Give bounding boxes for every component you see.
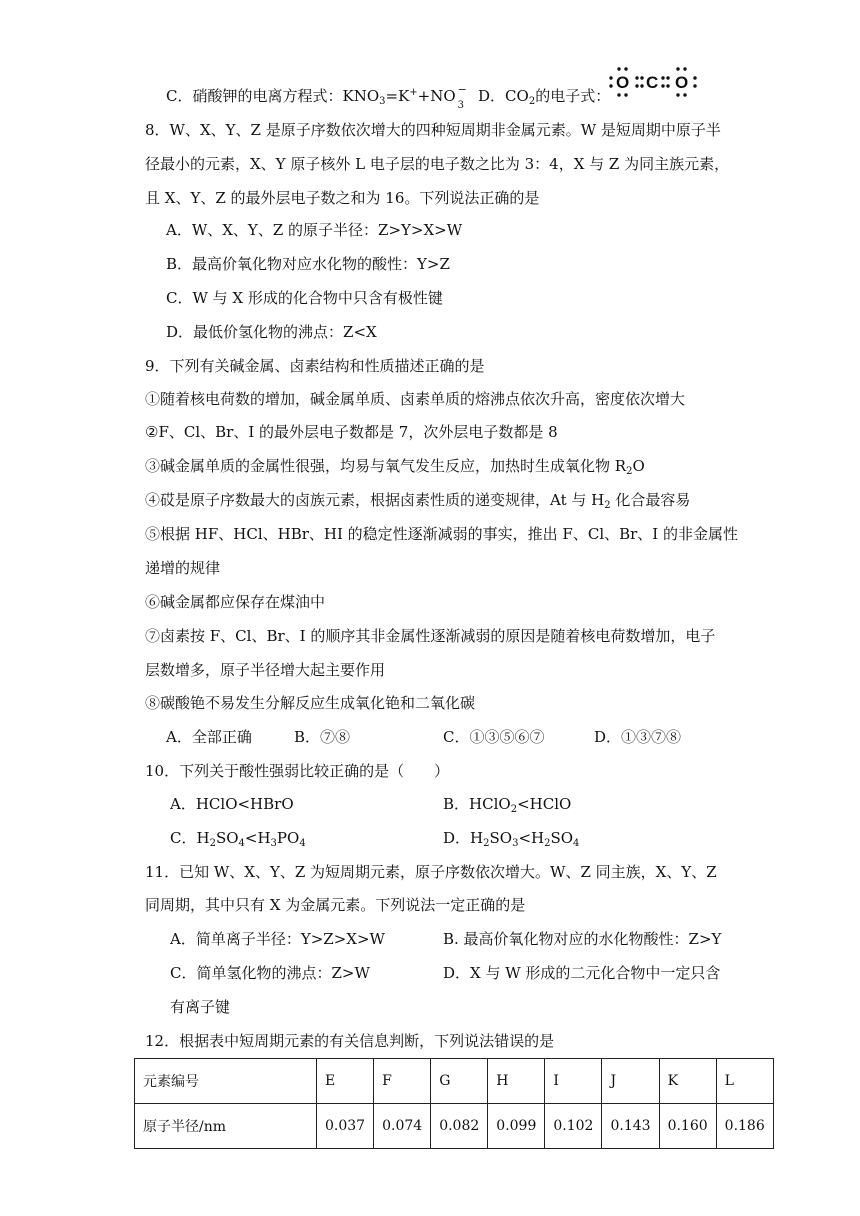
co2-electron-formula — [604, 64, 700, 100]
q9-statement-2: ②F、Cl、Br、I 的最外层电子数都是 7，次外层电子数都是 8 — [145, 423, 558, 441]
table-cell: K — [659, 1059, 716, 1104]
q10-d-3: SO — [489, 829, 513, 847]
table-cell: E — [317, 1059, 374, 1104]
q11-option-c[interactable]: C．简单氢化物的沸点：Z>W — [170, 964, 370, 982]
q8-option-c[interactable]: C．W 与 X 形成的化合物中只含有极性键 — [166, 289, 443, 307]
q10-option-a[interactable]: A．HClO<HBrO — [170, 795, 294, 813]
q10-c-sub-1: 2 — [209, 838, 216, 849]
q9-option-b[interactable]: B．⑦⑧ — [294, 728, 351, 746]
q9-statement-7-line-1: ⑦卤素按 F、Cl、Br、I 的顺序其非金属性逐渐减弱的原因是随着核电荷数增加，电子 — [145, 627, 716, 645]
q7c-eq: =K — [385, 87, 410, 105]
q7c-ion-sup: − — [457, 83, 467, 96]
q10-d-1: D．H — [443, 829, 484, 847]
q10-c-sub-2: 4 — [238, 838, 245, 849]
q10-b-3: <HClO — [517, 795, 572, 813]
q10-d-sub-1: 2 — [483, 838, 490, 849]
q10-option-b[interactable] — [443, 794, 571, 814]
svg-text:O: O — [675, 73, 689, 92]
q7d-rest: 的电子式： — [535, 87, 611, 105]
q11-option-b[interactable]: B. 最高价氧化物对应的水化物酸性：Z>Y — [443, 930, 722, 948]
q7-option-d — [478, 86, 610, 106]
q9-statement-8: ⑧碳酸铯不易发生分解反应生成氧化铯和二氧化碳 — [145, 694, 476, 712]
q10-c-7: PO — [276, 829, 300, 847]
q7c-label: C．硝酸钾的电离方程式： — [166, 87, 343, 105]
q9-option-c[interactable]: C．①③⑤⑥⑦ — [443, 728, 545, 746]
element-radius-table — [134, 1058, 774, 1149]
q9-s3-tail: O — [632, 457, 645, 475]
q9-s4-sub: 2 — [604, 500, 611, 511]
q8-stem-line-1: 8．W、X、Y、Z 是原子序数依次增大的四种短周期非金属元素。W 是短周期中原子半 — [145, 121, 721, 139]
table-cell: G — [431, 1059, 488, 1104]
q9-statement-4 — [145, 490, 690, 510]
table-row-element-ids — [135, 1059, 774, 1104]
table-cell: H — [488, 1059, 545, 1104]
q10-c-3: SO — [215, 829, 239, 847]
q10-d-sub-4: 4 — [573, 838, 580, 849]
table-cell: 0.074 — [374, 1104, 431, 1149]
q8-stem-line-2: 径最小的元素，X、Y 原子核外 L 电子层的电子数之比为 3：4，X 与 Z 为同主族元素， — [145, 155, 730, 173]
q9-statement-5-line-2: 递增的规律 — [145, 559, 221, 577]
q10-b-1: B．HClO — [443, 795, 511, 813]
q10-c-sub-3: 3 — [270, 838, 277, 849]
svg-text:O: O — [616, 73, 630, 92]
q8-option-a[interactable]: A．W、X、Y、Z 的原子半径：Z>Y>X>W — [166, 221, 463, 239]
q7c-formula-part: KNO — [342, 87, 380, 105]
q9-statement-6: ⑥碱金属都应保存在煤油中 — [145, 593, 326, 611]
q10-option-d[interactable] — [443, 828, 579, 848]
q11-option-d-line-1[interactable]: D．X 与 W 形成的二元化合物中一定只含 — [443, 964, 721, 982]
q7c-plus: + — [409, 87, 418, 98]
table-cell: 0.143 — [602, 1104, 659, 1149]
q7d-label: D．CO — [478, 87, 529, 105]
q9-s4-text: ④砹是原子序数最大的卤族元素，根据卤素性质的递变规律，At 与 H — [145, 491, 605, 509]
q7d-sub: 2 — [528, 96, 536, 107]
q8-option-d[interactable]: D．最低价氢化物的沸点：Z<X — [166, 323, 377, 341]
q11-stem-line-1: 11．已知 W、X、Y、Z 为短周期元素，原子序数依次增大。W、Z 同主族，X、Y、Z — [145, 863, 717, 881]
q10-d-sub-2: 3 — [512, 838, 519, 849]
q7c-ion-charge — [456, 83, 468, 111]
q10-b-sub: 2 — [510, 804, 518, 815]
table-cell: J — [602, 1059, 659, 1104]
table-cell: 0.186 — [716, 1104, 773, 1149]
q9-s3-text: ③碱金属单质的金属性很强，均易与氧气发生反应，加热时生成氧化物 R — [145, 457, 627, 475]
table-row-radius — [135, 1104, 774, 1149]
q11-option-a[interactable]: A．简单离子半径：Y>Z>X>W — [170, 930, 385, 948]
table-cell: 0.037 — [317, 1104, 374, 1149]
q11-option-d-line-2: 有离子键 — [170, 998, 231, 1016]
table-header-element-id: 元素编号 — [135, 1059, 317, 1104]
q10-option-c[interactable] — [170, 828, 306, 848]
q9-s3-sub: 2 — [626, 466, 633, 477]
q9-statement-7-line-2: 层数增多，原子半径增大起主要作用 — [145, 661, 386, 679]
q8-stem-line-3: 且 X、Y、Z 的最外层电子数之和为 16。下列说法正确的是 — [145, 189, 540, 207]
q11-stem-line-2: 同周期，其中只有 X 为金属元素。下列说法一定正确的是 — [145, 896, 526, 914]
table-cell: 0.102 — [545, 1104, 602, 1149]
q10-c-1: C．H — [170, 829, 210, 847]
table-cell: I — [545, 1059, 602, 1104]
q12-stem: 12．根据表中短周期元素的有关信息判断，下列说法错误的是 — [145, 1032, 555, 1050]
q9-statement-5-line-1: ⑤根据 HF、HCl、HBr、HI 的稳定性逐渐减弱的事实，推出 F、Cl、Br、I 的非金属性 — [145, 525, 739, 543]
q10-d-7: SO — [550, 829, 574, 847]
q10-c-sub-4: 4 — [299, 838, 306, 849]
table-cell: 0.160 — [659, 1104, 716, 1149]
q7c-tail: +NO — [417, 87, 456, 105]
q9-s4-tail: 化合最容易 — [610, 491, 691, 509]
q8-option-b[interactable]: B．最高价氧化物对应水化物的酸性：Y>Z — [166, 255, 450, 273]
q10-d-sub-3: 2 — [544, 838, 551, 849]
q9-statement-1: ①随着核电荷数的增加，碱金属单质、卤素单质的熔沸点依次升高，密度依次增大 — [145, 390, 686, 408]
q10-stem: 10．下列关于酸性强弱比较正确的是（ ） — [145, 762, 450, 780]
q7c-sub: 3 — [379, 96, 386, 107]
table-cell: 0.099 — [488, 1104, 545, 1149]
q7-option-c — [166, 83, 468, 111]
q9-option-a[interactable]: A．全部正确 — [166, 728, 252, 746]
q7c-ion-sub: 3 — [457, 100, 465, 111]
q9-statement-3 — [145, 456, 645, 476]
q10-d-5: <H — [518, 829, 545, 847]
svg-text:C: C — [646, 73, 659, 92]
q9-option-d[interactable]: D．①③⑦⑧ — [594, 728, 682, 746]
table-cell: 0.082 — [431, 1104, 488, 1149]
q10-c-5: <H — [244, 829, 271, 847]
table-cell: L — [716, 1059, 773, 1104]
q9-stem: 9．下列有关碱金属、卤素结构和性质描述正确的是 — [145, 357, 485, 375]
table-header-radius: 原子半径/nm — [135, 1104, 317, 1149]
table-cell: F — [374, 1059, 431, 1104]
